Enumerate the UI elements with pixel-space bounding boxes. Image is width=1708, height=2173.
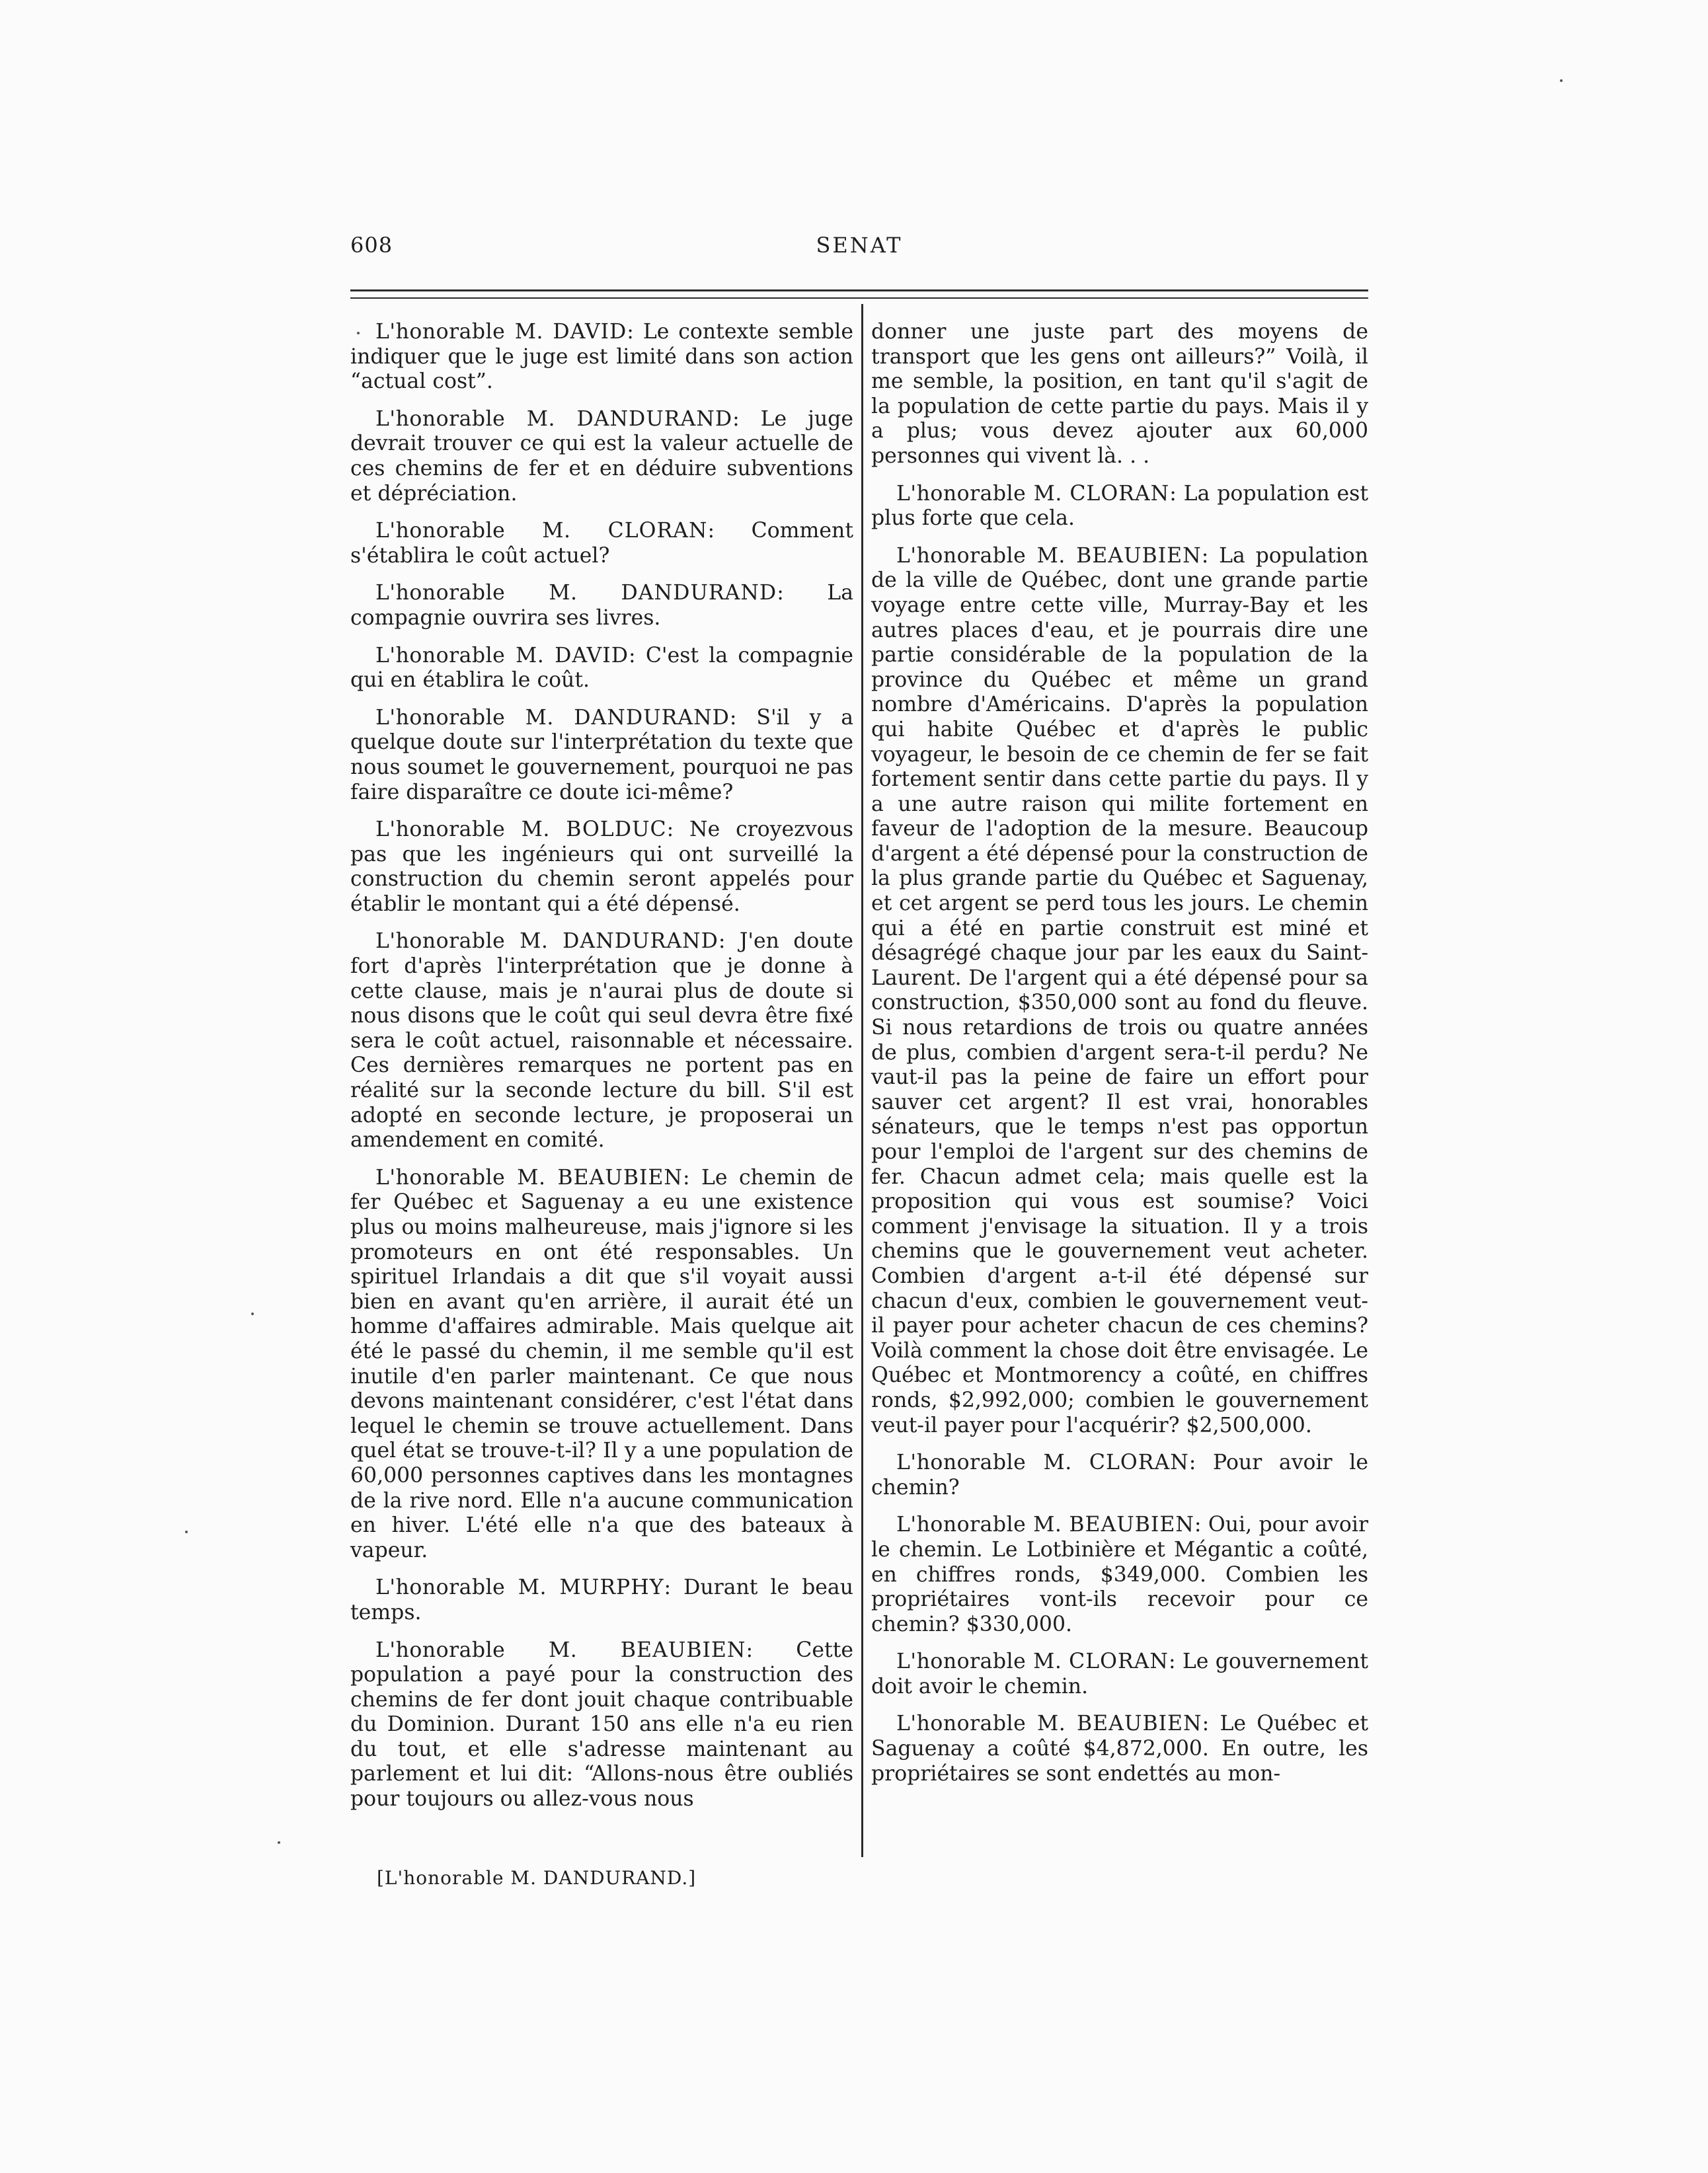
speech-text: Pour avoir le chemin? — [871, 1451, 1368, 1500]
speaker-name: DANDURAND — [621, 581, 777, 605]
paragraph: L'honorable M. DANDURAND: Le juge devrait trouver ce qui est la valeur actuelle de ces chemins de fer et en déduire subventions et dépréciation. — [350, 406, 853, 506]
speaker-prefix: L'honorable M. — [375, 929, 563, 954]
speaker-prefix: L'honorable M. — [896, 1513, 1069, 1537]
paragraph: L'honorable M. BOLDUC: Ne croyezvous pas que les ingénieurs qui ont surveillé la construction du chemin seront appelés pour établir le montant qui a été dépensé. — [350, 818, 853, 916]
speaker-name: DANDURAND — [563, 929, 718, 954]
speech-text: donner une juste part des moyens de transport que les gens ont ailleurs?” Voilà, il me semble, la position, en tant qu'il s'agit de la population de cette partie du pays. Mais il y a plus; vous devez ajouter aux 60,000 personnes qui vivent là. . . — [871, 320, 1368, 468]
speaker-name: DANDURAND — [576, 406, 733, 431]
speaker-prefix: L'honorable M. — [375, 705, 574, 730]
paragraph: L'honorable M. BEAUBIEN: La population de la ville de Québec, dont une grande partie voyage entre cette ville, Murray-Bay et les autres places d'eau, et je pourrais dire une partie considérable de la population de la province du Québec et même un grand nombre d'Américains. D'après la population qui habite Québec et d'après le public voyageur, le besoin de ce chemin de fer se fait fortement sentir dans cette partie du pays. Il y a une autre raison qui milite fortement en faveur de l'adoption de la mesure. Beaucoup d'argent a été dépensé pour la construction de la plus grande partie du Québec et Saguenay, et cet argent se perd tous les jours. Le chemin qui a été en partie construit est miné et désagrégé chaque jour par les eaux du Saint-Laurent. De l'argent qui a été dépensé pour sa construction, $350,000 sont au fond du fleuve. Si nous retardions de trois ou quatre années de plus, combien d'argent sera-t-il perdu? Ne vaut-il pas la peine de faire un effort pour sauver cet argent? Il est vrai, honorables sénateurs, que le temps n'est pas opportun pour l'emploi de l'argent sur des chemins de fer. Chacun admet cela; mais quelle est la proposition qui vous est soumise? Voici comment j'envisage la situation. Il y a trois chemins que le gouvernement veut acheter. Combien d'argent a-t-il été dépensé sur chacun d'eux, combien le gouvernement veut-il payer pour acheter chacun de ces chemins? Voilà comment la chose doit être envisagée. Le Québec et Montmorency a coûté, en chiffres ronds, $2,992,000; combien le gouvernement veut-il payer pour l'acquérir? $2,500,000. — [871, 543, 1368, 1437]
paragraph: L'honorable M. CLORAN: Pour avoir le chemin? — [871, 1451, 1368, 1500]
speaker-name: BEAUBIEN — [1069, 1513, 1194, 1537]
speaker-prefix: L'honorable M. — [375, 581, 621, 605]
paragraph: L'honorable M. CLORAN: La population est plus forte que cela. — [871, 481, 1368, 531]
speech-text: Le gouvernement doit avoir le chemin. — [871, 1650, 1368, 1698]
speech-text: Ne croyezvous pas que les ingénieurs qui ont surveillé la construction du chemin seront appelés pour établir le montant qui a été dépensé. — [350, 818, 853, 916]
speaker-name: BEAUBIEN — [557, 1165, 683, 1190]
scan-speck — [357, 332, 360, 334]
speaker-name: BEAUBIEN — [1076, 543, 1202, 568]
speaker-prefix: L'honorable M. — [896, 543, 1077, 568]
footer-note: [L'honorable M. DANDURAND.] — [377, 1867, 697, 1889]
paragraph: L'honorable M. BEAUBIEN: Oui, pour avoir le chemin. Le Lotbinière et Mégantic a coûté, en chiffres ronds, $349,000. Combien les propriétaires vont-ils recevoir pour ce chemin? $330,000. — [871, 1513, 1368, 1636]
scan-speck — [278, 1841, 280, 1844]
paragraph: L'honorable M. DANDURAND: S'il y a quelque doute sur l'interprétation du texte que nous soumet le gouvernement, pourquoi ne pas faire disparaître ce doute ici-même? — [350, 705, 853, 804]
page-number: 608 — [350, 233, 393, 258]
page-header — [350, 233, 1368, 266]
speech-text: Durant le beau temps. — [350, 1576, 853, 1624]
speaker-prefix: L'honorable M. — [375, 643, 555, 667]
speech-text: Oui, pour avoir le chemin. Le Lotbinière et Mégantic a coûté, en chiffres ronds, $349,000. Combien les propriétaires vont-ils recevoir pour ce chemin? $330,000. — [871, 1513, 1368, 1636]
paragraph: L'honorable M. DANDURAND: La compagnie ouvrira ses livres. — [350, 581, 853, 630]
scan-speck — [185, 1531, 188, 1533]
paragraph: L'honorable M. MURPHY: Durant le beau temps. — [350, 1576, 853, 1624]
speaker-name: BEAUBIEN — [1077, 1712, 1202, 1736]
paragraph: L'honorable M. BEAUBIEN: Le Québec et Saguenay a coûté $4,872,000. En outre, les propriétaires se sont endettés au mon- — [871, 1712, 1368, 1786]
speaker-prefix: L'honorable M. — [375, 519, 608, 543]
paragraph-continued — [871, 320, 1368, 469]
speaker-prefix: L'honorable M. — [896, 1451, 1089, 1475]
speaker-prefix: L'honorable M. — [375, 1638, 621, 1662]
speaker-prefix: L'honorable M. — [896, 481, 1070, 506]
paragraph: L'honorable M. CLORAN: Le gouvernement doit avoir le chemin. — [871, 1650, 1368, 1698]
speech-text: Cette population a payé pour la construction des chemins de fer dont jouit chaque contribuable du Dominion. Durant 150 ans elle n'a eu rien du tout, et elle s'adresse maintenant au parlement et lui dit: “Allons-nous être oubliés pour toujours ou allez-vous nous — [350, 1638, 853, 1811]
column-divider — [861, 304, 863, 1857]
speaker-prefix: L'honorable M. — [896, 1712, 1077, 1736]
speech-text: La compagnie ouvrira ses livres. — [350, 581, 853, 630]
paragraph: L'honorable M. BEAUBIEN: Le chemin de fer Québec et Saguenay a eu une existence plus ou moins malheureuse, mais j'ignore si les promoteurs en ont été responsables. Un spirituel Irlandais a dit que s'il voyait aussi bien en avant qu'en arrière, il aurait été un homme d'affaires admirable. Mais quelque ait été le passé du chemin, il me semble qu'il est inutile d'en parler maintenant. Ce que nous devons maintenant considérer, c'est l'état dans lequel le chemin se trouve actuellement. Dans quel état se trouve-t-il? Il y a une population de 60,000 personnes captives dans les montagnes de la rive nord. Elle n'a aucune communication en hiver. L'été elle n'a que des bateaux à vapeur. — [350, 1165, 853, 1562]
header-rule-bottom — [350, 297, 1368, 299]
speaker-name: BOLDUC — [566, 818, 667, 842]
speaker-name: CLORAN — [1069, 1650, 1169, 1674]
speaker-prefix: L'honorable M. — [375, 320, 553, 344]
paragraph: L'honorable M. DANDURAND: J'en doute fort d'après l'interprétation que je donne à cette clause, mais je n'aurai plus de doute si nous disons que le coût qui seul devra être fixé sera le coût actuel, raisonnable et nécessaire. Ces dernières remarques ne portent pas en réalité sur la seconde lecture du bill. S'il est adopté en seconde lecture, je proposerai un amendement en comité. — [350, 929, 853, 1153]
paragraph: L'honorable M. CLORAN: Comment s'établira le coût actuel? — [350, 519, 853, 568]
speaker-name: MURPHY — [559, 1576, 664, 1600]
speech-text: La population est plus forte que cela. — [871, 481, 1368, 531]
left-column — [350, 320, 853, 1825]
speech-text: J'en doute fort d'après l'interprétation que je donne à cette clause, mais je n'aurai plus de doute si nous disons que le coût qui seul devra être fixé sera le coût actuel, raisonnable et nécessaire. Ces dernières remarques ne portent pas en réalité sur la seconde lecture du bill. S'il est adopté en seconde lecture, je proposerai un amendement en comité. — [350, 929, 853, 1153]
right-column — [871, 320, 1368, 1799]
speech-text: Le juge devrait trouver ce qui est la valeur actuelle de ces chemins de fer et en déduire subventions et dépréciation. — [350, 406, 853, 506]
speech-text: Comment s'établira le coût actuel? — [350, 519, 853, 568]
paragraph: L'honorable M. DAVID: C'est la compagnie qui en établira le coût. — [350, 643, 853, 693]
running-title: SENAT — [816, 233, 903, 258]
speech-text: Le chemin de fer Québec et Saguenay a eu une existence plus ou moins malheureuse, mais j'ignore si les promoteurs en ont été responsables. Un spirituel Irlandais a dit que s'il voyait aussi bien en avant qu'en arrière, il aurait été un homme d'affaires admirable. Mais quelque ait été le passé du chemin, il me semble qu'il est inutile d'en parler maintenant. Ce que nous devons maintenant considérer, c'est l'état dans lequel le chemin se trouve actuellement. Dans quel état se trouve-t-il? Il y a une population de 60,000 personnes captives dans les montagnes de la rive nord. Elle n'a aucune communication en hiver. L'été elle n'a que des bateaux à vapeur. — [350, 1165, 853, 1562]
speaker-prefix: L'honorable M. — [375, 1165, 558, 1190]
speaker-prefix: L'honorable M. — [375, 406, 577, 431]
speaker-prefix: L'honorable M. — [896, 1650, 1069, 1674]
paragraph: L'honorable M. DAVID: Le contexte semble indiquer que le juge est limité dans son action “actual cost”. — [350, 320, 854, 394]
speech-text: C'est la compagnie qui en établira le coût. — [350, 643, 853, 693]
speaker-name: DAVID — [555, 643, 629, 667]
scan-speck — [251, 1313, 254, 1315]
speaker-name: CLORAN — [1069, 481, 1170, 506]
speaker-prefix: L'honorable M. — [375, 818, 566, 842]
header-rule-top — [350, 289, 1368, 291]
speaker-name: CLORAN — [607, 519, 708, 543]
speaker-name: DAVID — [553, 320, 627, 344]
speech-text: La population de la ville de Québec, dont une grande partie voyage entre cette ville, Murray-Bay et les autres places d'eau, et je pourrais dire une partie considérable de la population de la province du Québec et même un grand nombre d'Américains. D'après la population qui habite Québec et d'après le public voyageur, le besoin de ce chemin de fer se fait fortement sentir dans cette partie du pays. Il y a une autre raison qui milite fortement en faveur de l'adoption de la mesure. Beaucoup d'argent a été dépensé pour la construction de la plus grande partie du Québec et Saguenay, et cet argent se perd tous les jours. Le chemin qui a été en partie construit est miné et désagrégé chaque jour par les eaux du Saint-Laurent. De l'argent qui a été dépensé pour sa construction, $350,000 sont au fond du fleuve. Si nous retardions de trois ou quatre années de plus, combien d'argent sera-t-il perdu? Ne vaut-il pas la peine de faire un effort pour sauver cet argent? Il est vrai, honorables sénateurs, que le temps n'est pas opportun pour l'emploi de l'argent sur des chemins de fer. Chacun admet cela; mais quelle est la proposition qui vous est soumise? Voici comment j'envisage la situation. Il y a trois chemins que le gouvernement veut acheter. Combien d'argent a-t-il été dépensé sur chacun d'eux, combien le gouvernement veut-il payer pour acheter chacun de ces chemins? Voilà comment la chose doit être envisagée. Le Québec et Montmorency a coûté, en chiffres ronds, $2,992,000; combien le gouvernement veut-il payer pour l'acquérir? $2,500,000. — [871, 543, 1368, 1437]
speech-text: S'il y a quelque doute sur l'interprétation du texte que nous soumet le gouvernement, pourquoi ne pas faire disparaître ce doute ici-même? — [350, 705, 853, 804]
speaker-prefix: L'honorable M. — [375, 1576, 560, 1600]
speech-text: Le contexte semble indiquer que le juge est limité dans son action “actual cost”. — [350, 320, 854, 394]
speaker-name: BEAUBIEN — [620, 1638, 746, 1662]
scan-speck — [1560, 79, 1563, 82]
paragraph: L'honorable M. BEAUBIEN: Cette population a payé pour la construction des chemins de fer dont jouit chaque contribuable du Dominion. Durant 150 ans elle n'a eu rien du tout, et elle s'adresse maintenant au parlement et lui dit: “Allons-nous être oubliés pour toujours ou allez-vous nous — [350, 1638, 853, 1811]
speech-text: Le Québec et Saguenay a coûté $4,872,000. En outre, les propriétaires se sont endettés au mon- — [871, 1712, 1368, 1786]
speaker-name: DANDURAND — [574, 705, 730, 730]
speaker-name: CLORAN — [1089, 1451, 1189, 1475]
